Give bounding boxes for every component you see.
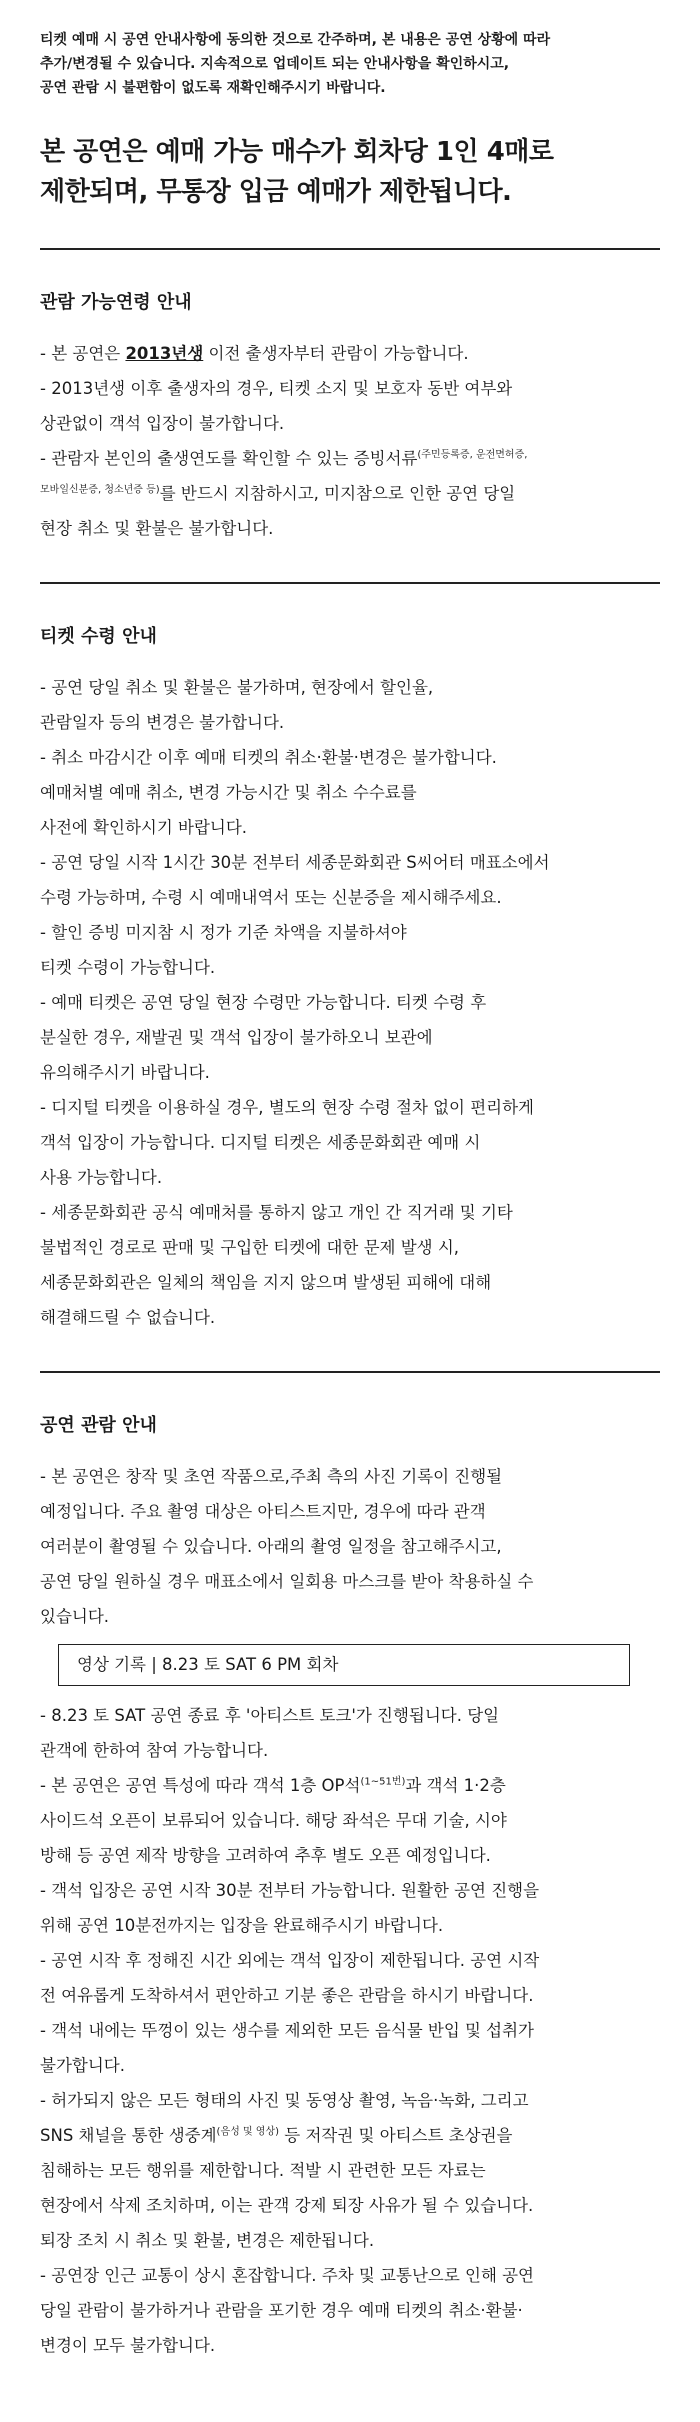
- ticket-list: [40, 670, 660, 1335]
- text-segment: - 본 공연은 공연 특성에 따라 객석 1층 OP석: [40, 1776, 361, 1795]
- list-item-line: 사전에 확인하시기 바랍니다.: [40, 818, 248, 837]
- list-item-line: - 공연장 인근 교통이 상시 혼잡합니다. 주차 및 교통난으로 인해 공연: [40, 2266, 535, 2285]
- list-item: [40, 336, 660, 371]
- list-item-line: - 취소 마감시간 이후 예매 티켓의 취소·환불·변경은 불가합니다.: [40, 748, 497, 767]
- text-segment: 등 저작권 및 아티스트 초상권을: [279, 2126, 513, 2145]
- list-item-line: [40, 1768, 660, 1803]
- list-item: [40, 1768, 660, 1873]
- video-recording-box: 영상 기록 | 8.23 토 SAT 6 PM 회차: [58, 1644, 630, 1686]
- text-segment: 를 반드시 지참하시고, 미지참으로 인한 공연 당일: [159, 484, 516, 503]
- list-item-line: 전 여유롭게 도착하셔서 편안하고 기분 좋은 관람을 하시기 바랍니다.: [40, 1986, 534, 2005]
- list-item-line: 변경이 모두 불가합니다.: [40, 2336, 216, 2355]
- list-item-line: 위해 공연 10분전까지는 입장을 완료해주시기 바랍니다.: [40, 1916, 444, 1935]
- birth-year-highlight: 2013년생: [125, 344, 204, 363]
- list-item: [40, 2258, 660, 2363]
- intro-line: 티켓 예매 시 공연 안내사항에 동의한 것으로 간주하며, 본 내용은 공연 상황에 따라: [40, 32, 551, 48]
- list-item-line: - 8.23 토 SAT 공연 종료 후 '아티스트 토크'가 진행됩니다. 당일: [40, 1706, 500, 1725]
- list-item-line: - 공연 시작 후 정해진 시간 외에는 객석 입장이 제한됩니다. 공연 시작: [40, 1951, 540, 1970]
- list-item-line: [40, 476, 660, 511]
- list-item-line: - 공연 당일 시작 1시간 30분 전부터 세종문화회관 S씨어터 매표소에서: [40, 853, 550, 872]
- list-item: [40, 1698, 660, 1768]
- list-item-line: 공연 당일 원하실 경우 매표소에서 일회용 마스크를 받아 착용하실 수: [40, 1572, 534, 1591]
- list-item-line: 여러분이 촬영될 수 있습니다. 아래의 촬영 일정을 참고해주시고,: [40, 1537, 502, 1556]
- list-item-line: 방해 등 공연 제작 방향을 고려하여 추후 별도 오픈 예정입니다.: [40, 1846, 491, 1865]
- list-item-line: - 디지털 티켓을 이용하실 경우, 별도의 현장 수령 절차 없이 편리하게: [40, 1098, 535, 1117]
- headline-line: 제한되며, 무통장 입금 예매가 제한됩니다.: [40, 177, 512, 207]
- list-item-line: 현장에서 삭제 조치하며, 이는 관객 강제 퇴장 사유가 될 수 있습니다.: [40, 2196, 534, 2215]
- text-segment: SNS 채널을 통한 생중계: [40, 2126, 217, 2145]
- list-item-line: 당일 관람이 불가하거나 관람을 포기한 경우 예매 티켓의 취소·환불·: [40, 2301, 523, 2320]
- text-segment: 과 객석 1·2층: [405, 1776, 506, 1795]
- age-list: [40, 336, 660, 546]
- list-item: [40, 1459, 660, 1634]
- text-segment: - 관람자 본인의 출생연도를 확인할 수 있는 증빙서류: [40, 449, 418, 468]
- seat-number-note: (1~51번): [360, 1776, 406, 1788]
- list-item-line: - 객석 내에는 뚜껑이 있는 생수를 제외한 모든 음식물 반입 및 섭취가: [40, 2021, 535, 2040]
- list-item: [40, 670, 660, 740]
- list-item: [40, 915, 660, 985]
- list-item: [40, 740, 660, 845]
- age-section: [40, 290, 660, 546]
- list-item: [40, 371, 660, 441]
- list-item-line: - 공연 당일 취소 및 환불은 불가하며, 현장에서 할인율,: [40, 678, 434, 697]
- viewing-section: [40, 1413, 660, 2363]
- list-item-line: 관객에 한하여 참여 가능합니다.: [40, 1741, 269, 1760]
- headline-line: 본 공연은 예매 가능 매수가 회차당 1인 4매로: [40, 137, 554, 167]
- list-item-line: 있습니다.: [40, 1607, 110, 1626]
- list-item-line: 현장 취소 및 환불은 불가합니다.: [40, 519, 274, 538]
- intro-line: 추가/변경될 수 있습니다. 지속적으로 업데이트 되는 안내사항을 확인하시고,: [40, 56, 510, 72]
- list-item-line: 퇴장 조치 시 취소 및 환불, 변경은 제한됩니다.: [40, 2231, 375, 2250]
- list-item: [40, 1873, 660, 1943]
- list-item-line: 해결해드릴 수 없습니다.: [40, 1308, 216, 1327]
- list-item: [40, 2013, 660, 2083]
- list-item-line: - 본 공연은 창작 및 초연 작품으로,주최 측의 사진 기록이 진행될: [40, 1467, 503, 1486]
- list-item-line: - 2013년생 이후 출생자의 경우, 티켓 소지 및 보호자 동반 여부와: [40, 379, 513, 398]
- list-item-line: [40, 441, 660, 476]
- list-item-line: 상관없이 객석 입장이 불가합니다.: [40, 414, 285, 433]
- list-item-line: 세종문화회관은 일체의 책임을 지지 않으며 발생된 피해에 대해: [40, 1273, 492, 1292]
- list-item-line: 수령 가능하며, 수령 시 예매내역서 또는 신분증을 제시해주세요.: [40, 888, 502, 907]
- list-item: [40, 441, 660, 546]
- text-segment: 이전 출생자부터 관람이 가능합니다.: [203, 344, 469, 363]
- list-item-line: - 세종문화회관 공식 예매처를 통하지 않고 개인 간 직거래 및 기타: [40, 1203, 513, 1222]
- section-divider: [40, 248, 660, 250]
- section-title: 공연 관람 안내: [40, 1415, 157, 1436]
- list-item-line: [40, 2118, 660, 2153]
- id-types-note: 모바일신분증, 청소년증 등): [40, 484, 160, 496]
- list-item: [40, 985, 660, 1090]
- id-types-note: (주민등록증, 운전면허증,: [417, 449, 528, 461]
- text-segment: - 본 공연은: [40, 344, 126, 363]
- list-item-line: 유의해주시기 바랍니다.: [40, 1063, 210, 1082]
- list-item-line: 사용 가능합니다.: [40, 1168, 163, 1187]
- list-item: [40, 1195, 660, 1335]
- viewing-list-continued: [40, 1698, 660, 2363]
- intro-line: 공연 관람 시 불편함이 없도록 재확인해주시기 바랍니다.: [40, 80, 386, 96]
- list-item-line: - 허가되지 않은 모든 형태의 사진 및 동영상 촬영, 녹음·녹화, 그리고: [40, 2091, 529, 2110]
- purchase-limit-headline: [40, 132, 660, 212]
- viewing-list: [40, 1459, 660, 1634]
- list-item-line: 분실한 경우, 재발권 및 객석 입장이 불가하오니 보관에: [40, 1028, 433, 1047]
- list-item-line: 티켓 수령이 가능합니다.: [40, 958, 216, 977]
- ticket-section: [40, 624, 660, 1335]
- list-item-line: [40, 336, 660, 371]
- list-item-line: 불법적인 경로로 판매 및 구입한 티켓에 대한 문제 발생 시,: [40, 1238, 460, 1257]
- list-item-line: 예정입니다. 주요 촬영 대상은 아티스트지만, 경우에 따라 관객: [40, 1502, 486, 1521]
- list-item-line: 관람일자 등의 변경은 불가합니다.: [40, 713, 285, 732]
- section-title: 티켓 수령 안내: [40, 626, 157, 647]
- section-divider: [40, 582, 660, 584]
- broadcast-note: (음성 및 영상): [216, 2126, 280, 2138]
- list-item: [40, 1943, 660, 2013]
- list-item-line: - 예매 티켓은 공연 당일 현장 수령만 가능합니다. 티켓 수령 후: [40, 993, 487, 1012]
- section-title: 관람 가능연령 안내: [40, 292, 192, 313]
- list-item-line: 불가합니다.: [40, 2056, 125, 2075]
- section-divider: [40, 1371, 660, 1373]
- list-item-line: 사이드석 오픈이 보류되어 있습니다. 해당 좌석은 무대 기술, 시야: [40, 1811, 507, 1830]
- intro-notice: [40, 28, 660, 100]
- list-item-line: 예매처별 예매 취소, 변경 가능시간 및 취소 수수료를: [40, 783, 417, 802]
- list-item: [40, 1090, 660, 1195]
- list-item-line: 객석 입장이 가능합니다. 디지털 티켓은 세종문화회관 예매 시: [40, 1133, 481, 1152]
- list-item-line: - 할인 증빙 미지참 시 정가 기준 차액을 지불하셔야: [40, 923, 407, 942]
- list-item: [40, 2083, 660, 2258]
- list-item-line: - 객석 입장은 공연 시작 30분 전부터 가능합니다. 원활한 공연 진행을: [40, 1881, 540, 1900]
- list-item: [40, 845, 660, 915]
- list-item-line: 침해하는 모든 행위를 제한합니다. 적발 시 관련한 모든 자료는: [40, 2161, 486, 2180]
